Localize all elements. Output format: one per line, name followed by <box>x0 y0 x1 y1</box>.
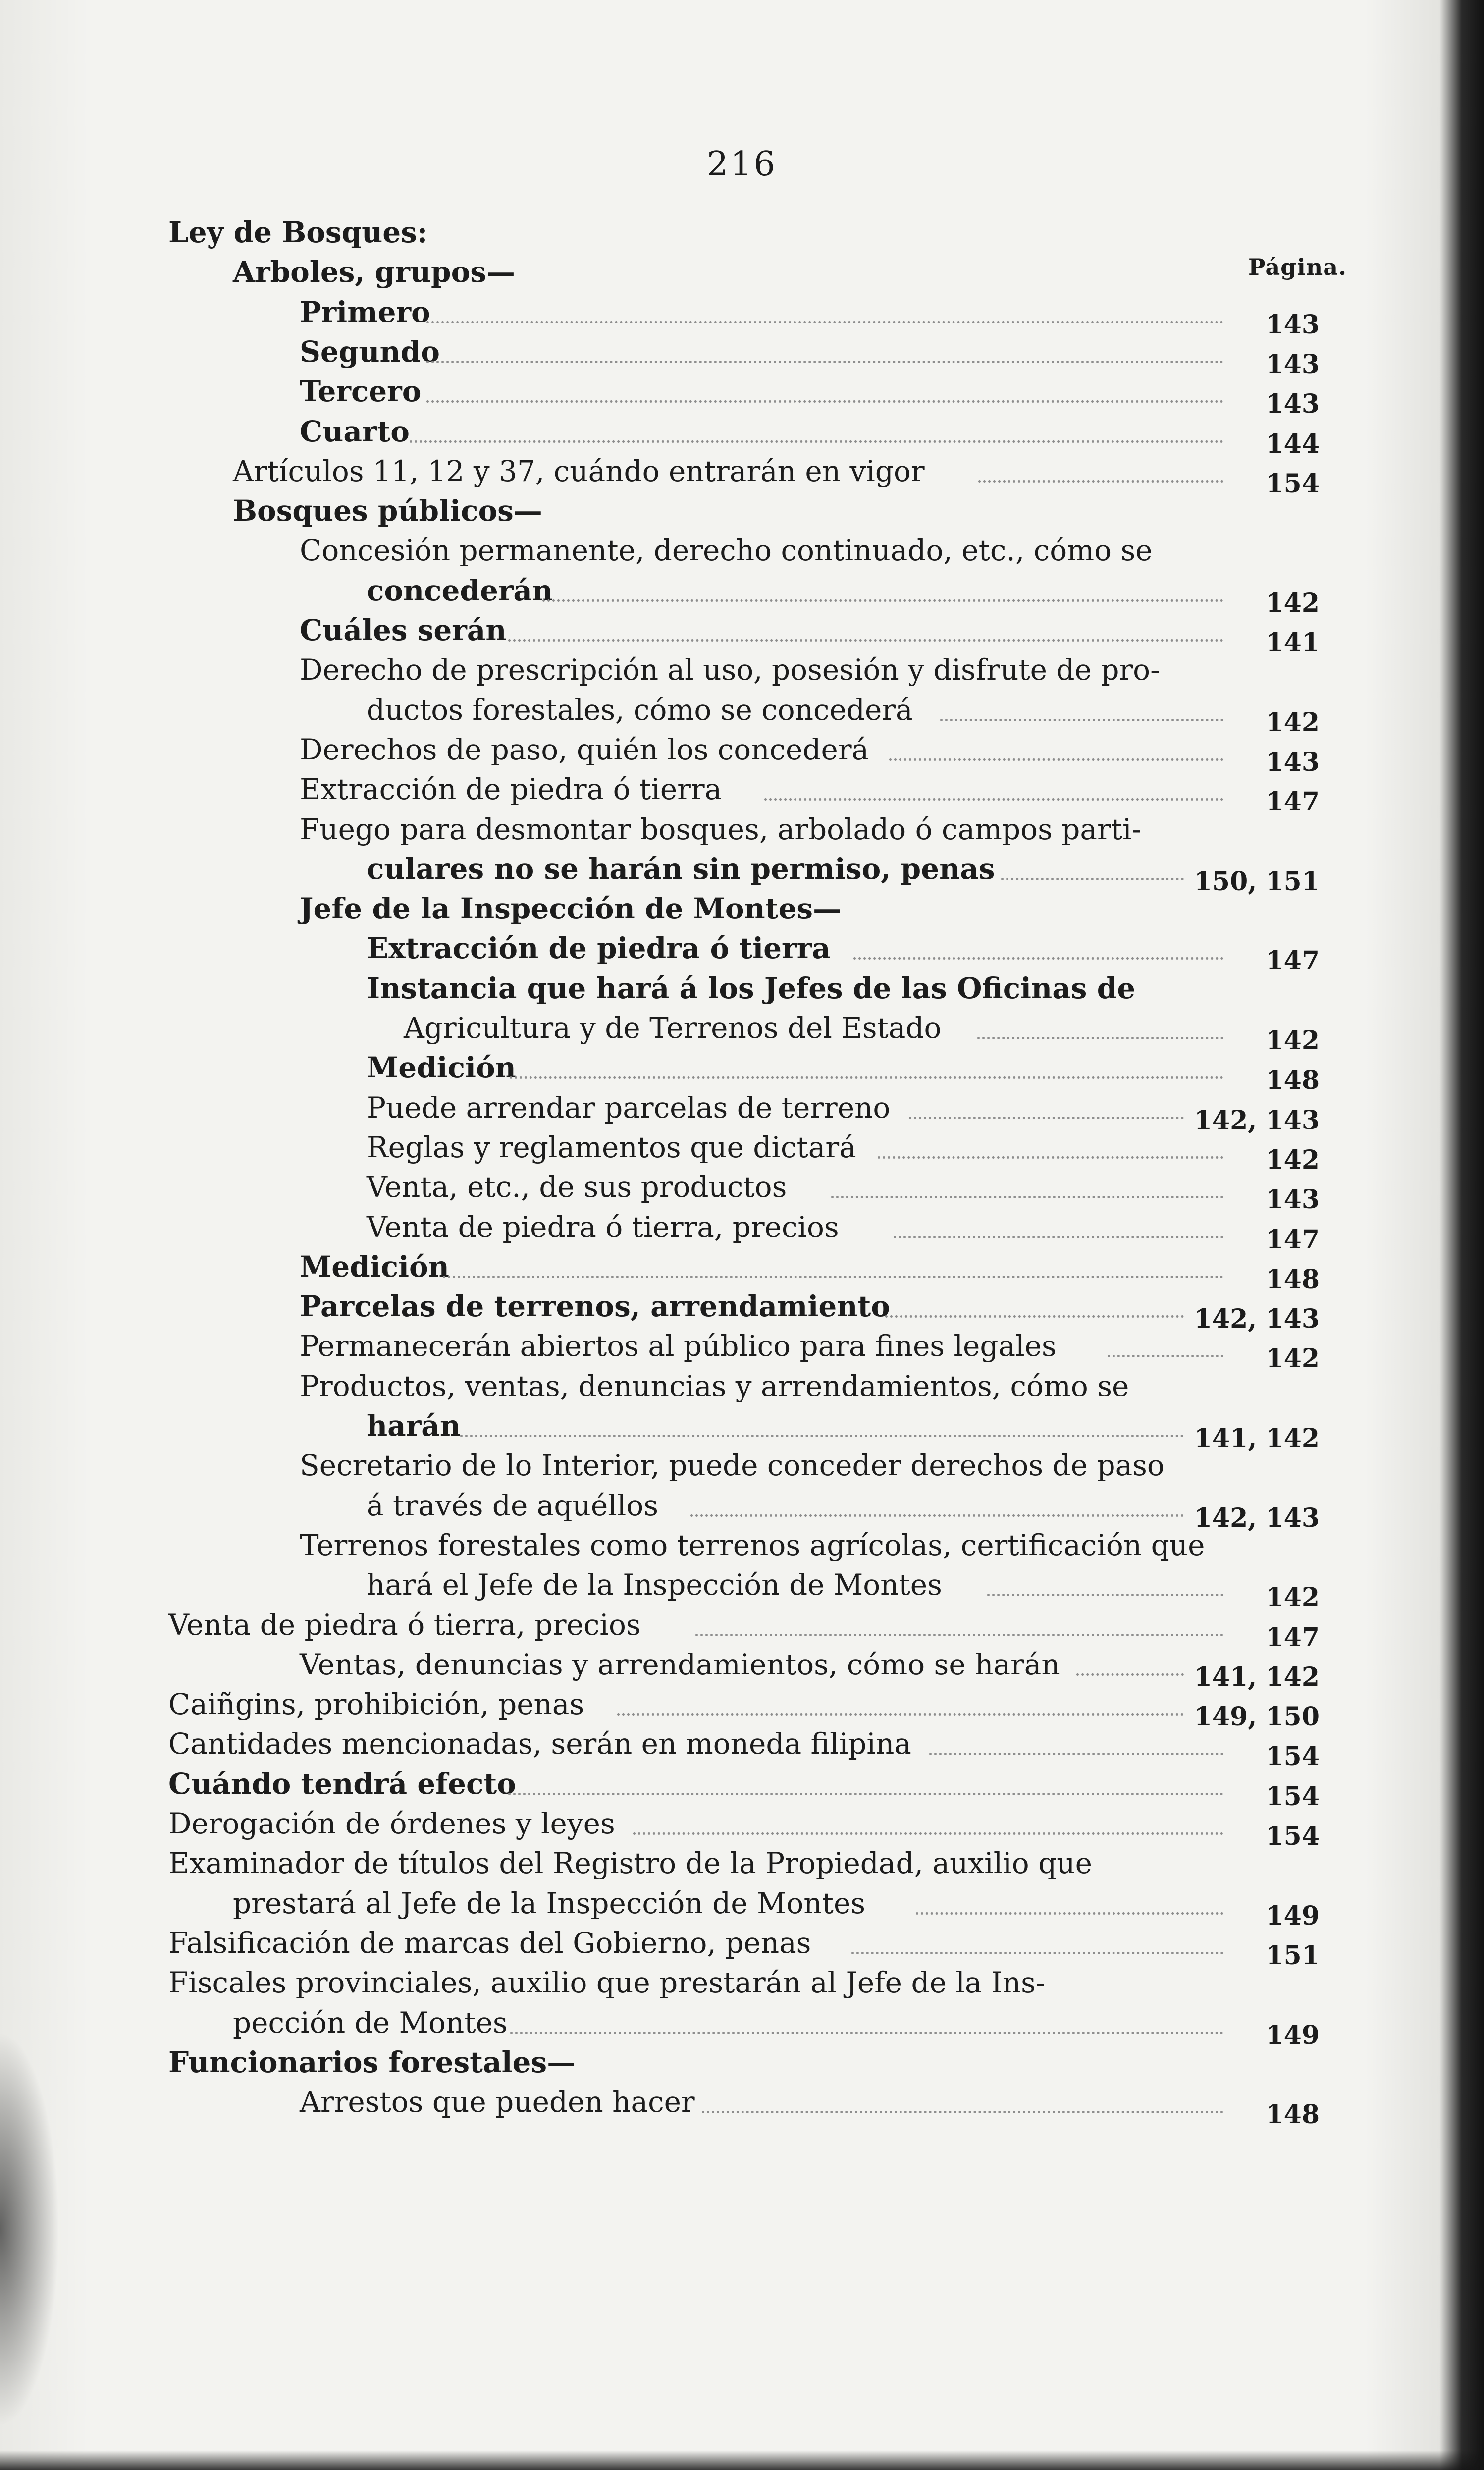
entry-page-ref: 149 <box>1266 1900 1320 1931</box>
entry-text: harán <box>367 1409 461 1443</box>
entry-text: Puede arrendar parcelas de terreno <box>367 1090 891 1125</box>
dot-leader <box>894 1198 1223 1238</box>
entry-text: Concesión permanente, derecho continuado, etc., cómo se <box>300 534 1153 568</box>
entry-text: Medición <box>367 1051 516 1085</box>
entry-text: Caiñgins, prohibición, penas <box>168 1687 584 1721</box>
entry-page-ref: 148 <box>1266 1065 1320 1096</box>
entry-text: Falsificación de marcas del Gobierno, penas <box>168 1926 811 1960</box>
entry-text: Reglas y reglamentos que dictará <box>367 1130 856 1164</box>
entry-text: Secretario de lo Interior, puede conceder derechos de paso <box>300 1449 1165 1483</box>
entry-text: ductos forestales, cómo se concederá <box>367 693 913 727</box>
entry-text: Fuego para desmontar bosques, arbolado ó campos parti- <box>300 812 1142 846</box>
dot-leader <box>443 1237 1223 1278</box>
entry-text: Extracción de piedra ó tierra <box>367 931 831 966</box>
dot-leader <box>878 1118 1223 1159</box>
dot-leader <box>987 1556 1223 1596</box>
entry-text: Primero <box>300 295 430 329</box>
entry-text: concederán <box>367 573 553 607</box>
entry-page-ref: 142 <box>1266 1582 1320 1613</box>
entry-text: Derechos de paso, quién los concederá <box>300 732 869 766</box>
entry-page-ref: 143 <box>1266 747 1320 777</box>
entry-text: Cuándo tendrá efecto <box>168 1767 516 1801</box>
entry-text: Bosques públicos— <box>233 494 542 528</box>
dot-leader <box>851 1914 1223 1954</box>
dot-leader <box>690 1476 1184 1517</box>
dot-leader <box>410 402 1223 443</box>
entry-page-ref: 147 <box>1266 1622 1320 1653</box>
entry-page-ref: 154 <box>1266 468 1320 499</box>
dot-leader <box>617 1675 1184 1716</box>
entry-page-ref: 149, 150 <box>1194 1702 1320 1732</box>
entry-text: Cantidades mencionadas, serán en moneda filipina <box>168 1727 911 1761</box>
dot-leader <box>633 1794 1223 1835</box>
entry-page-ref: 141, 142 <box>1194 1662 1320 1692</box>
entry-text: Medición <box>300 1249 449 1284</box>
entry-text: Terrenos forestales como terrenos agrícolas, certificación que <box>300 1528 1205 1562</box>
dot-leader <box>426 283 1223 323</box>
entry-text: Cuarto <box>300 414 410 448</box>
dot-leader <box>885 1277 1184 1318</box>
page-shadow <box>0 2031 59 2427</box>
entry-page-ref: 143 <box>1266 1184 1320 1215</box>
entry-text: Permanecerán abiertos al público para fines legales <box>300 1329 1057 1363</box>
entry-text: prestará al Jefe de la Inspección de Montes <box>233 1886 866 1920</box>
entry-page-ref: 147 <box>1266 1224 1320 1255</box>
entry-page-ref: 142, 143 <box>1194 1304 1320 1335</box>
dot-leader <box>764 760 1223 801</box>
entry-text: Productos, ventas, denuncias y arrendamientos, cómo se <box>300 1369 1129 1403</box>
entry-text: Venta de piedra ó tierra, precios <box>168 1608 641 1642</box>
entry-text: pección de Montes <box>233 2005 508 2040</box>
entry-page-ref: 142, 143 <box>1194 1503 1320 1533</box>
dot-leader <box>977 999 1223 1039</box>
entry-page-ref: 142 <box>1266 1025 1320 1056</box>
entry-text: Arboles, grupos— <box>233 255 515 289</box>
dot-leader <box>510 1993 1223 2034</box>
entry-page-ref: 154 <box>1266 1741 1320 1772</box>
entry-text: Segundo <box>300 334 440 369</box>
dot-leader <box>978 442 1223 483</box>
entry-page-ref: 154 <box>1266 1821 1320 1851</box>
entry-text: Examinador de títulos del Registro de la Propiedad, auxilio que <box>168 1846 1092 1880</box>
entry-text: culares no se harán sin permiso, penas <box>367 852 995 886</box>
entry-page-ref: 143 <box>1266 389 1320 420</box>
entry-page-ref: 142 <box>1266 588 1320 618</box>
dot-leader <box>940 681 1223 721</box>
dot-leader <box>1001 840 1184 880</box>
entry-text: Parcelas de terrenos, arrendamiento <box>300 1289 890 1324</box>
dot-leader <box>508 1755 1223 1795</box>
dot-leader <box>702 2073 1223 2113</box>
entry-text: Arrestos que pueden hacer <box>300 2085 695 2119</box>
dot-leader <box>542 561 1223 602</box>
page-number: 216 <box>707 145 777 184</box>
entry-page-ref: 154 <box>1266 1781 1320 1812</box>
entry-page-ref: 150, 151 <box>1194 866 1320 897</box>
entry-page-ref: 148 <box>1266 2099 1320 2130</box>
dot-leader <box>831 1158 1223 1198</box>
entry-text: Ley de Bosques: <box>168 215 428 249</box>
dot-leader <box>929 1715 1223 1755</box>
dot-leader <box>460 1396 1184 1437</box>
dot-leader <box>426 322 1223 363</box>
entry-page-ref: 151 <box>1266 1940 1320 1971</box>
entry-text: Fiscales provinciales, auxilio que prestarán al Jefe de la Ins- <box>168 1966 1046 2000</box>
entry-page-ref: 142 <box>1266 707 1320 738</box>
dot-leader <box>1108 1317 1223 1357</box>
dot-leader <box>1076 1635 1184 1676</box>
entry-page-ref: 142 <box>1266 1144 1320 1175</box>
entry-page-ref: 141 <box>1266 628 1320 658</box>
dot-leader <box>889 720 1223 761</box>
entry-page-ref: 148 <box>1266 1264 1320 1294</box>
entry-page-ref: 142, 143 <box>1194 1105 1320 1135</box>
entry-text: Tercero <box>300 375 422 409</box>
entry-text: Ventas, denuncias y arrendamientos, cómo se harán <box>300 1647 1060 1681</box>
dot-leader <box>426 362 1223 403</box>
entry-page-ref: 143 <box>1266 349 1320 379</box>
entry-text: Derecho de prescripción al uso, posesión y disfrute de pro- <box>300 653 1160 687</box>
dot-leader <box>510 1038 1223 1079</box>
entry-page-ref: 142 <box>1266 1343 1320 1374</box>
entry-text: Agricultura y de Terrenos del Estado <box>404 1011 942 1045</box>
entry-text: Venta, etc., de sus productos <box>367 1170 787 1204</box>
dot-leader <box>695 1596 1223 1636</box>
entry-page-ref: 143 <box>1266 309 1320 340</box>
dot-leader <box>916 1874 1223 1915</box>
dot-leader <box>909 1078 1184 1119</box>
entry-text: Artículos 11, 12 y 37, cuándo entrarán en vigor <box>233 454 925 488</box>
entry-text: Cuáles serán <box>300 613 507 647</box>
entry-text: hará el Jefe de la Inspección de Montes <box>367 1568 942 1602</box>
entry-text: á través de aquéllos <box>367 1488 658 1522</box>
dot-leader <box>508 601 1223 642</box>
entry-text: Jefe de la Inspección de Montes— <box>300 892 842 926</box>
entry-page-ref: 149 <box>1266 2020 1320 2050</box>
entry-text: Venta de piedra ó tierra, precios <box>367 1210 839 1244</box>
page-bottom-edge <box>0 2450 1484 2470</box>
entry-text: Instancia que hará á los Jefes de las Oficinas de <box>367 971 1136 1005</box>
entry-text: Funcionarios forestales— <box>168 2045 576 2079</box>
entry-page-ref: 147 <box>1266 787 1320 817</box>
entry-page-ref: 141, 142 <box>1194 1423 1320 1453</box>
entry-page-ref: 144 <box>1266 429 1320 459</box>
pagina-column-header: Página. <box>1248 254 1347 280</box>
entry-text: Derogación de órdenes y leyes <box>168 1807 615 1840</box>
dot-leader <box>853 919 1223 960</box>
entry-text: Extracción de piedra ó tierra <box>300 772 722 806</box>
entry-page-ref: 147 <box>1266 946 1320 976</box>
